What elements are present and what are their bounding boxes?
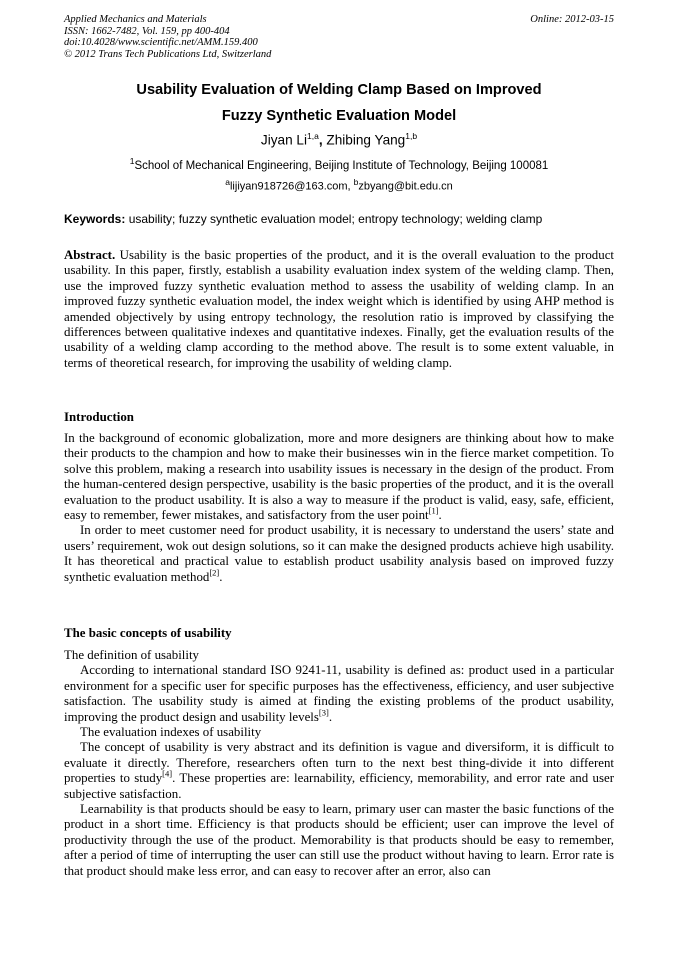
affiliation bbox=[0, 156, 678, 172]
author-1-affil: 1,a bbox=[307, 131, 319, 141]
learnability-paragraph: Learnability is that products should be easy to learn, primary user can master the basic functions of the product in a short time. Efficiency is that products should be efficient; user can improve the level of productivity through the use of the product. Memorability is that products should be easy to remember, after a period of time of interrupting the user can still use the product without having to learn. Error rate is that product should make less error, and can easy to recover after an error, also can bbox=[64, 802, 614, 878]
keywords-text: usability; fuzzy synthetic evaluation model; entropy technology; welding clamp bbox=[125, 212, 543, 226]
paper-title-line-2: Fuzzy Synthetic Evaluation Model bbox=[221, 108, 457, 124]
intro-paragraph-2: In order to meet customer need for product usability, it is necessary to understand the users’ state and users’ requirement, wok out design solutions, so it can make the designed products achieve high usability. It has theoretical and practical value to establish product usability analysis based on improved fuzzy synthetic evaluation method bbox=[64, 523, 614, 584]
basic-concepts-body bbox=[64, 648, 614, 879]
email-a: lijiyan918726@163.com, bbox=[229, 180, 354, 193]
intro-p2-end: . bbox=[219, 569, 223, 584]
citation-3: [3] bbox=[318, 707, 329, 718]
definition-paragraph: According to international standard ISO 9241-11, usability is defined as: product used in a particular environment for a specific user for specific purposes has the effectiveness, efficiency, and user subjective satisfaction. The usability study is aimed at finding the existing problems of the product usability, improving the product design and usability levels bbox=[64, 663, 614, 724]
basic-concepts-heading: The basic concepts of usability bbox=[64, 626, 232, 640]
citation-4: [4] bbox=[162, 768, 173, 779]
introduction-body bbox=[64, 431, 614, 585]
paper-title-line-1: Usability Evaluation of Welding Clamp Based on Improved bbox=[136, 82, 542, 98]
doi-line: doi:10.4028/www.scientific.net/AMM.159.400 bbox=[64, 37, 258, 49]
journal-header bbox=[64, 14, 271, 60]
copyright-line: © 2012 Trans Tech Publications Ltd, Switzerland bbox=[64, 48, 272, 60]
affiliation-marker: 1 bbox=[129, 156, 135, 166]
author-list bbox=[0, 131, 678, 148]
author-1: Jiyan Li bbox=[260, 132, 307, 148]
author-emails bbox=[0, 177, 678, 193]
citation-1: [1] bbox=[428, 505, 439, 516]
email-b-marker: b bbox=[353, 177, 359, 187]
subheading-evaluation-indexes: The evaluation indexes of usability bbox=[80, 725, 262, 740]
keywords bbox=[64, 212, 616, 226]
intro-paragraph-1: In the background of economic globalization, more and more designers are thinking about how to make their products to the champion and how to make their businesses win in the fierce market competition. To solve this problem, making a research into usability issues is necessary in the design of the product. From the human-centered design perspective, usability is the basic properties of the product, and it is the overall evaluation to the product usability. It is also a way to measure if the product is valid, easy, safe, efficient, easy to remember, fewer mistakes, and satisfactory from the user point bbox=[64, 431, 614, 523]
abstract bbox=[64, 248, 614, 371]
abstract-text: Usability is the basic properties of the product, and it is the overall evaluation to the product usability. In this paper, firstly, establish a usability evaluation index system of the welding clamp. Then, use the improved fuzzy synthetic evaluation method to assess the usability of welding clamp. In an improved fuzzy synthetic evaluation model, the index weight which is identified by using AHP method is amended objectively by using entropy technology, the resolution ratio is improved by classifying the differences between qualitative indexes and quantitative indexes. Finally, get the evaluation results of the usability of a welding clamp according to the method above. The result is to some extent valuable, in terms of theoretical research, for improving the usability of welding clamp. bbox=[64, 248, 614, 370]
introduction-heading: Introduction bbox=[64, 410, 134, 424]
email-a-marker: a bbox=[225, 177, 230, 187]
online-date: Online: 2012-03-15 bbox=[530, 14, 614, 25]
evaluation-paragraph: The concept of usability is very abstract and its definition is vague and diversiform, it is difficult to evaluate it directly. Therefore, researchers often turn to the next best thing-divide it into different properties to study bbox=[64, 740, 614, 786]
evaluation-end: . These properties are: learnability, efficiency, memorability, and error rate and user subjective satisfaction. bbox=[64, 771, 614, 801]
author-2: Zhibing Yang bbox=[326, 132, 406, 148]
affiliation-text: School of Mechanical Engineering, Beijing Institute of Technology, Beijing 100081 bbox=[134, 159, 549, 172]
journal-name: Applied Mechanics and Materials bbox=[64, 14, 207, 25]
email-b: zbyang@bit.edu.cn bbox=[358, 180, 453, 193]
author-separator: , bbox=[318, 132, 327, 148]
keywords-label: Keywords: bbox=[64, 212, 126, 226]
definition-end: . bbox=[328, 709, 333, 724]
subheading-definition: The definition of usability bbox=[64, 648, 199, 662]
intro-p1-end: . bbox=[438, 508, 442, 523]
issn-line: ISSN: 1662-7482, Vol. 159, pp 400-404 bbox=[64, 25, 230, 37]
citation-2: [2] bbox=[209, 567, 220, 578]
abstract-label: Abstract. bbox=[64, 248, 116, 262]
author-2-affil: 1,b bbox=[405, 131, 418, 141]
